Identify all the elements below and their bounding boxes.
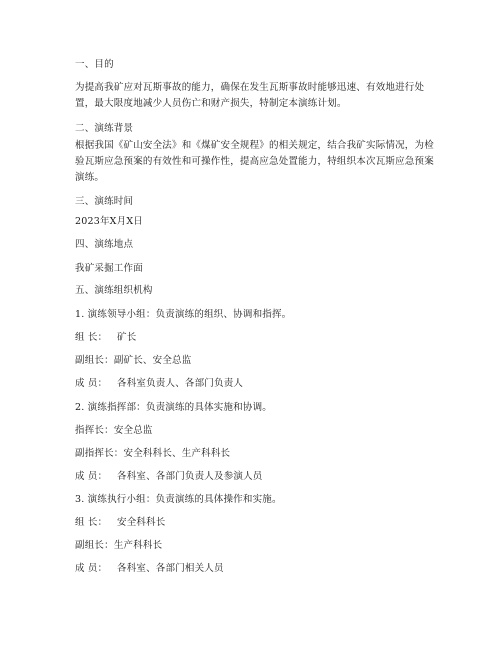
role-label: 成 员： [75, 563, 108, 574]
execution-group-title: 3. 演练执行小组：负责演练的具体操作和实施。 [75, 494, 282, 505]
role-value: 生产科科长 [113, 540, 163, 551]
role-label: 副指挥长： [75, 448, 124, 459]
role-label: 组 长： [75, 332, 108, 343]
command-group-title: 2. 演练指挥部：负责演练的具体实施和协调。 [75, 402, 272, 413]
section-heading-background: 二、演练背景 [75, 123, 134, 134]
execution-group-members [75, 561, 435, 577]
role-label: 组 长： [75, 517, 108, 528]
command-group-members [75, 469, 435, 485]
execution-group-deputy [75, 538, 435, 554]
role-label: 成 员： [75, 471, 108, 482]
role-value: 安全科科长、生产科科长 [123, 448, 231, 459]
role-label: 副组长： [75, 355, 114, 366]
role-value: 各科室、各部门相关人员 [117, 563, 224, 574]
role-value: 安全科科长 [117, 517, 166, 528]
role-value: 各科室负责人、各部门负责人 [117, 378, 244, 389]
leading-group-deputy [75, 353, 435, 369]
role-label: 指挥长： [75, 425, 114, 436]
role-value: 矿长 [117, 332, 137, 343]
leading-group-members [75, 376, 435, 392]
command-group-leader [75, 423, 435, 439]
purpose-paragraph: 为提高我矿应对瓦斯事故的能力，确保在发生瓦斯事故时能够迅速、有效地进行处置，最大限度地减少人员伤亡和财产损失，特制定本演练计划。 [75, 82, 425, 109]
background-paragraph: 根据我国《矿山安全法》和《煤矿安全规程》的相关规定，结合我矿实际情况，为检验瓦斯应急预案的有效性和可操作性，提高应急处置能力，特组织本次瓦斯应急预案演练。 [75, 140, 434, 183]
role-value: 各科室、各部门负责人及参演人员 [117, 471, 263, 482]
command-group-deputy [75, 446, 435, 462]
section-heading-purpose: 一、目的 [75, 59, 114, 70]
drill-location: 我矿采掘工作面 [75, 263, 143, 274]
role-value: 副矿长、安全总监 [113, 355, 192, 366]
role-label: 副组长： [75, 540, 114, 551]
section-heading-organization: 五、演练组织机构 [75, 285, 153, 296]
execution-group-leader [75, 515, 435, 531]
drill-time: 2023年X月X日 [75, 216, 144, 227]
section-heading-location: 四、演练地点 [75, 239, 134, 250]
role-value: 安全总监 [113, 425, 153, 436]
leading-group-title: 1. 演练领导小组：负责演练的组织、协调和指挥。 [75, 309, 292, 320]
section-heading-time: 三、演练时间 [75, 196, 134, 207]
role-label: 成 员： [75, 378, 108, 389]
leading-group-leader [75, 330, 435, 346]
